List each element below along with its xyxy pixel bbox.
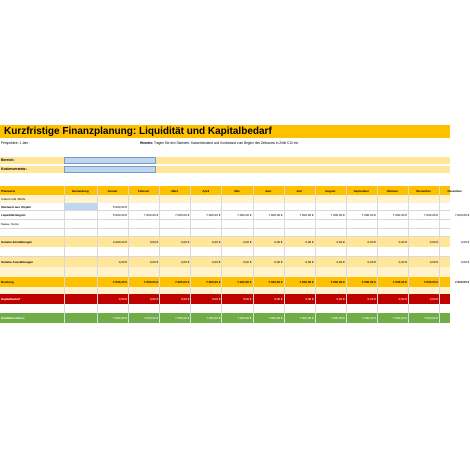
value-cell[interactable]: 0,00 € — [243, 240, 252, 244]
value-cell[interactable]: 5.000,00 € — [112, 213, 128, 217]
row-label: Geldüberschuss — [1, 316, 25, 320]
value-cell[interactable]: 0,00 € — [274, 297, 283, 301]
column-divider — [408, 287, 409, 294]
column-divider — [253, 247, 254, 256]
table-row — [0, 203, 450, 211]
value-cell[interactable]: 0,00 € — [180, 297, 190, 301]
value-cell[interactable]: 7.000,00 € — [392, 213, 407, 217]
value-cell[interactable]: 0,00 € — [305, 240, 314, 244]
hint-label: Hinweis: — [140, 141, 154, 145]
sheet-title: Kurzfristige Finanzplanung: Liquidität und Kapitalbedarf — [4, 126, 272, 137]
column-divider — [159, 229, 160, 236]
value-cell[interactable]: 0,00 € — [460, 240, 470, 244]
column-divider — [315, 267, 316, 277]
value-cell[interactable]: 7.000,00 € — [206, 213, 221, 217]
column-divider — [439, 229, 440, 236]
column-divider — [64, 287, 65, 294]
column-divider — [190, 304, 191, 313]
bereich-row — [0, 157, 450, 164]
table-row — [0, 237, 470, 247]
value-cell[interactable]: 0,00 € — [212, 240, 221, 244]
value-cell[interactable]: 0,00 € — [274, 240, 283, 244]
row-label: Kapitalbedarf — [1, 297, 21, 301]
value-cell[interactable]: 0,00 € — [305, 260, 314, 264]
column-divider — [64, 304, 65, 313]
column-divider — [377, 304, 378, 313]
hint-note — [140, 141, 299, 145]
column-divider — [408, 195, 409, 203]
row-label: Liquidität Beginn — [1, 213, 26, 217]
column-divider — [315, 229, 316, 236]
column-divider — [221, 220, 222, 228]
column-divider — [221, 203, 222, 210]
column-divider — [64, 267, 65, 277]
value-cell[interactable]: 0,00 € — [398, 240, 407, 244]
value-cell[interactable]: 0,00 € — [180, 240, 190, 244]
column-divider — [439, 247, 440, 256]
column-divider — [159, 195, 160, 203]
value-cell[interactable]: 7.000,00 € — [423, 316, 439, 320]
column-divider — [97, 247, 98, 256]
value-cell[interactable]: 0,00 € — [212, 297, 221, 301]
table-row — [0, 304, 450, 313]
column-divider — [97, 267, 98, 277]
column-divider — [128, 203, 129, 210]
column-divider — [97, 195, 98, 203]
column-divider — [408, 247, 409, 256]
column-divider — [253, 229, 254, 236]
column-divider — [284, 267, 285, 277]
value-cell[interactable]: 7.000,00 € — [144, 280, 159, 284]
title-bar — [0, 125, 450, 138]
column-divider — [128, 267, 129, 277]
value-cell[interactable]: 0,00 € — [429, 240, 439, 244]
value-cell[interactable]: 7.000,00 € — [423, 280, 439, 284]
value-cell[interactable]: 0,00 € — [149, 260, 159, 264]
column-divider — [97, 229, 98, 236]
column-divider — [64, 229, 65, 236]
row-label: Deckung — [1, 280, 14, 284]
table-row — [0, 247, 450, 257]
value-cell[interactable]: 7.000,00 € — [237, 280, 252, 284]
value-cell[interactable]: 7.000,00 € — [299, 316, 314, 320]
column-divider — [159, 267, 160, 277]
value-cell[interactable]: 7.000,00 € — [175, 316, 190, 320]
column-divider — [159, 287, 160, 294]
value-cell[interactable]: 7.000,00 € — [455, 316, 470, 320]
column-divider — [346, 220, 347, 228]
column-divider — [284, 195, 285, 203]
column-header-month: September — [353, 188, 370, 193]
value-cell[interactable]: 7.000,00 € — [112, 316, 128, 320]
column-header-month: Mai — [234, 188, 240, 193]
column-divider — [128, 220, 129, 228]
column-divider — [128, 229, 129, 236]
value-cell[interactable]: 7.000,00 € — [392, 316, 407, 320]
value-cell[interactable]: 0,00 € — [118, 297, 128, 301]
column-divider — [346, 195, 347, 203]
column-divider — [408, 267, 409, 277]
column-header-month: November — [416, 188, 431, 193]
value-cell[interactable]: 7.000,00 € — [361, 280, 376, 284]
column-divider — [128, 195, 129, 203]
column-header-month: Juli — [296, 188, 302, 193]
row-label: Summe Auszahlungen — [1, 260, 34, 264]
column-divider — [346, 229, 347, 236]
table-row — [0, 220, 450, 229]
column-divider — [190, 195, 191, 203]
value-cell[interactable]: 0,00 € — [305, 297, 314, 301]
column-divider — [221, 287, 222, 294]
table-row — [0, 287, 450, 294]
column-divider — [346, 304, 347, 313]
column-divider — [253, 220, 254, 228]
column-divider — [221, 247, 222, 256]
value-cell[interactable]: 7.000,00 € — [361, 213, 376, 217]
value-cell[interactable]: 0,00 € — [367, 240, 376, 244]
value-cell[interactable]: 7.000,00 € — [268, 316, 283, 320]
column-divider — [408, 229, 409, 236]
value-cell[interactable]: 0,00 € — [149, 240, 159, 244]
column-divider — [315, 220, 316, 228]
column-divider — [253, 267, 254, 277]
column-divider — [377, 195, 378, 203]
hint-text: Tragen Sie den Startwert, Kassenbestand und Kontostand zum Beginn des Zeitraums in Zelle C10 ein. — [153, 141, 299, 145]
column-divider — [439, 267, 440, 277]
value-cell[interactable]: 7.000,00 € — [455, 213, 470, 217]
column-divider — [377, 287, 378, 294]
row-label: Startwert aus Vorjahr — [1, 204, 32, 209]
column-divider — [439, 220, 440, 228]
column-divider — [284, 220, 285, 228]
value-cell[interactable]: 0,00 € — [460, 297, 470, 301]
bereich-input[interactable] — [64, 157, 156, 164]
column-divider — [190, 287, 191, 294]
column-header-month: Oktober — [386, 188, 399, 193]
value-cell[interactable]: 2.000,00 € — [112, 240, 128, 244]
column-header-bemerkung: Bemerkung — [72, 188, 89, 193]
column-divider — [190, 220, 191, 228]
value-cell[interactable]: 7.000,00 € — [299, 213, 314, 217]
value-cell[interactable]: 7.000,00 € — [175, 280, 190, 284]
table-row — [0, 313, 470, 323]
column-divider — [190, 247, 191, 256]
value-cell[interactable]: 0,00 € — [367, 260, 376, 264]
column-divider — [284, 247, 285, 256]
column-divider — [439, 195, 440, 203]
kostenverantw-row — [0, 166, 450, 173]
row-label: In Euro inkl. MwSt. — [1, 197, 27, 201]
column-divider — [315, 304, 316, 313]
column-divider — [253, 203, 254, 210]
value-cell[interactable]: 7.000,00 € — [361, 316, 376, 320]
startwert-value[interactable]: 5.000,00 € — [112, 204, 128, 209]
column-divider — [159, 247, 160, 256]
column-divider — [377, 203, 378, 210]
column-divider — [128, 287, 129, 294]
value-cell[interactable]: 0,00 € — [367, 297, 376, 301]
value-cell[interactable]: 7.000,00 € — [455, 280, 470, 284]
value-cell[interactable]: 0,00 € — [274, 260, 283, 264]
column-divider — [346, 247, 347, 256]
column-divider — [97, 304, 98, 313]
row-label: Summe Einzahlungen — [1, 240, 33, 244]
value-cell[interactable]: 7.000,00 € — [206, 316, 221, 320]
column-divider — [284, 304, 285, 313]
table-row — [0, 277, 470, 287]
table-row — [0, 229, 450, 237]
column-divider — [439, 203, 440, 210]
column-header-month: April — [202, 188, 210, 193]
column-header-month: Dezember — [447, 188, 462, 193]
column-divider — [315, 195, 316, 203]
column-divider — [128, 304, 129, 313]
column-header-month: März — [171, 188, 179, 193]
column-header-month: August — [325, 188, 336, 193]
column-divider — [159, 304, 160, 313]
header-row — [0, 186, 462, 195]
value-cell[interactable]: 7.000,00 € — [330, 280, 345, 284]
column-divider — [284, 229, 285, 236]
column-divider — [439, 287, 440, 294]
table-row — [0, 211, 470, 220]
value-cell[interactable]: 7.000,00 € — [144, 213, 159, 217]
value-cell[interactable]: 7.000,00 € — [112, 280, 128, 284]
column-divider — [64, 247, 65, 256]
value-cell[interactable]: 0,00 € — [429, 260, 439, 264]
table-row — [0, 257, 470, 267]
value-cell[interactable]: 0,00 € — [398, 297, 407, 301]
column-divider — [284, 203, 285, 210]
column-header-month: Januar — [107, 188, 118, 193]
column-divider — [346, 287, 347, 294]
value-cell[interactable]: 7.000,00 € — [299, 280, 314, 284]
column-divider — [221, 195, 222, 203]
value-cell[interactable]: 7.000,00 € — [144, 316, 159, 320]
column-divider — [253, 195, 254, 203]
column-divider — [377, 229, 378, 236]
value-cell[interactable]: 7.000,00 € — [392, 280, 407, 284]
column-divider — [315, 203, 316, 210]
value-cell[interactable]: 7.000,00 € — [206, 280, 221, 284]
column-divider — [253, 287, 254, 294]
value-cell[interactable]: 7.000,00 € — [237, 316, 252, 320]
value-cell[interactable]: 0,00 € — [429, 297, 439, 301]
value-cell[interactable]: 0,00 € — [149, 297, 159, 301]
column-divider — [377, 220, 378, 228]
column-divider — [159, 203, 160, 210]
column-divider — [346, 203, 347, 210]
value-cell[interactable]: 7.000,00 € — [330, 213, 345, 217]
column-divider — [221, 267, 222, 277]
value-cell[interactable]: 0,00 € — [398, 260, 407, 264]
table-row — [0, 294, 470, 304]
kostenverantw-label: Kostenverantw.: — [1, 167, 28, 171]
column-divider — [159, 220, 160, 228]
value-cell[interactable]: 0,00 € — [336, 297, 345, 301]
value-cell[interactable]: 7.000,00 € — [268, 280, 283, 284]
column-divider — [190, 229, 191, 236]
kostenverantw-input[interactable] — [64, 166, 156, 173]
column-divider — [97, 287, 98, 294]
column-divider — [315, 247, 316, 256]
startwert-input-cell[interactable] — [64, 203, 97, 210]
column-divider — [190, 267, 191, 277]
value-cell[interactable]: 7.000,00 € — [237, 213, 252, 217]
column-divider — [408, 220, 409, 228]
column-divider — [128, 247, 129, 256]
column-divider — [346, 267, 347, 277]
value-cell[interactable]: 7.000,00 € — [423, 213, 439, 217]
value-cell[interactable]: 0,00 € — [243, 297, 252, 301]
column-divider — [284, 287, 285, 294]
column-divider — [377, 267, 378, 277]
value-cell[interactable]: 0,00 € — [336, 240, 345, 244]
value-cell[interactable]: 0,00 € — [118, 260, 128, 264]
column-divider — [377, 247, 378, 256]
row-label: Kasse, Konto — [1, 222, 19, 226]
column-divider — [190, 203, 191, 210]
column-divider — [221, 304, 222, 313]
value-cell[interactable]: 0,00 € — [212, 260, 221, 264]
table-row — [0, 267, 450, 277]
value-cell[interactable]: 0,00 € — [243, 260, 252, 264]
column-divider — [408, 203, 409, 210]
column-divider — [439, 304, 440, 313]
value-cell[interactable]: 0,00 € — [336, 260, 345, 264]
column-divider — [315, 287, 316, 294]
value-cell[interactable]: 0,00 € — [460, 260, 470, 264]
value-cell[interactable]: 0,00 € — [180, 260, 190, 264]
column-divider — [253, 304, 254, 313]
column-divider — [221, 229, 222, 236]
column-header-month: Juni — [264, 188, 272, 193]
value-cell[interactable]: 7.000,00 € — [268, 213, 283, 217]
value-cell[interactable]: 7.000,00 € — [330, 316, 345, 320]
value-cell[interactable]: 7.000,00 € — [175, 213, 190, 217]
column-header-month: Februar — [138, 188, 150, 193]
bereich-label: Bereich: — [1, 158, 15, 162]
table-row — [0, 195, 450, 203]
column-divider — [97, 220, 98, 228]
perspective-note: Perspektive: 1 Jahr — [1, 141, 29, 145]
column-divider — [408, 304, 409, 313]
column-header-planwerte: Planwerte — [1, 188, 16, 193]
